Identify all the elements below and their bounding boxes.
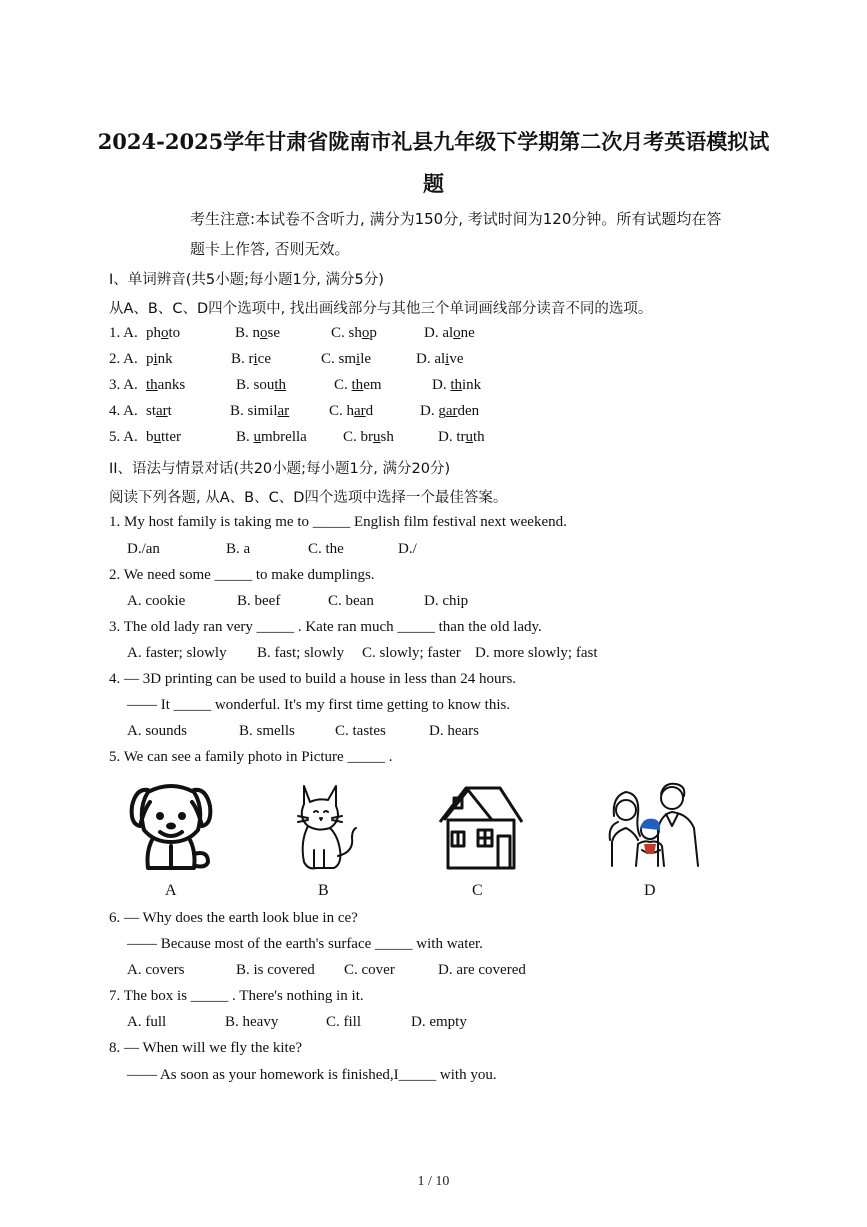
q4-option-b: B. smells — [239, 723, 295, 739]
q3-option-b: B. fast; slowly — [257, 645, 345, 661]
exam-title-line2: 题 — [423, 171, 444, 196]
underlined-segment: th — [450, 377, 463, 393]
q1-option-b: B. a — [226, 541, 251, 557]
q1-option-d: D./ — [398, 541, 417, 557]
page-number: 1 / 10 — [417, 1174, 450, 1189]
question-4-prompt: 4. — 3D printing can be used to build a house in less than 24 hours. — [109, 671, 517, 687]
section1-q5-option-a: butter — [146, 429, 181, 445]
question-2: 2. We need some _____ to make dumplings. — [109, 567, 375, 583]
section1-q5-option-b: B. umbrella — [236, 429, 307, 445]
section2-instruction: 阅读下列各题, 从A、B、C、D四个选项中选择一个最佳答案。 — [109, 490, 508, 506]
section1-question-number: 5. A. — [109, 429, 138, 445]
q3-option-d: D. more slowly; fast — [475, 645, 598, 661]
underlined-segment: u — [253, 429, 262, 445]
section1-question-number: 4. A. — [109, 403, 138, 419]
underlined-segment: ar — [445, 403, 458, 419]
section1-instruction: 从A、B、C、D四个选项中, 找出画线部分与其他三个单词画线部分读音不同的选项。 — [109, 301, 653, 317]
q6-option-a: A. covers — [127, 962, 185, 978]
question-3: 3. The old lady ran very _____ . Kate ran much _____ than the old lady. — [109, 619, 542, 635]
q4-option-d: D. hears — [429, 723, 479, 739]
section2-heading: II、语法与情景对话(共20小题;每小题1分, 满分20分) — [109, 461, 451, 477]
section1-q3-option-a: thanks — [146, 377, 186, 393]
underlined-segment: th — [351, 377, 364, 393]
q4-option-c: C. tastes — [335, 723, 386, 739]
underlined-segment: ar — [277, 403, 290, 419]
underlined-segment: i — [356, 351, 361, 367]
section1-question-number: 1. A. — [109, 325, 138, 341]
q6-option-b: B. is covered — [236, 962, 315, 978]
kitten-picture — [294, 780, 358, 872]
q1-option-c: C. the — [308, 541, 344, 557]
underlined-segment: ar — [354, 403, 366, 419]
underlined-segment: i — [153, 351, 158, 367]
q7-option-c: C. fill — [326, 1014, 362, 1030]
section1-q1-option-b: B. nose — [235, 325, 281, 341]
section1-q5-option-d: D. truth — [438, 429, 485, 445]
q7-option-d: D. empty — [411, 1014, 467, 1030]
q2-option-c: C. bean — [328, 593, 374, 609]
q6-option-c: C. cover — [344, 962, 395, 978]
question-4-reply: —— It _____ wonderful. It's my first time getting to know this. — [127, 697, 511, 713]
section1-q5-option-c: C. brush — [343, 429, 394, 445]
underlined-segment: o — [361, 325, 370, 341]
q6-option-d: D. are covered — [438, 962, 526, 978]
section1-q4-option-d: D. garden — [420, 403, 480, 419]
question-8-prompt: 8. — When will we fly the kite? — [109, 1040, 303, 1056]
q3-option-c: C. slowly; faster — [362, 645, 461, 661]
q1-option-a: D./an — [127, 541, 160, 557]
exam-title-line1: 2024-2025学年甘肃省陇南市礼县九年级下学期第二次月考英语模拟试 — [97, 129, 770, 154]
section1-q4-option-c: C. hard — [329, 403, 374, 419]
question-1: 1. My host family is taking me to _____ English film festival next weekend. — [109, 514, 567, 530]
picture-label-b: B — [318, 882, 329, 899]
question-7: 7. The box is _____ . There's nothing in it. — [109, 988, 364, 1004]
section1-q2-option-b: B. rice — [231, 351, 271, 367]
section1-q3-option-b: B. south — [236, 377, 287, 393]
house-picture — [438, 780, 524, 872]
underlined-segment: ar — [156, 403, 168, 419]
question-5: 5. We can see a family photo in Picture _____ . — [109, 749, 393, 765]
notice-line1: 考生注意:本试卷不含听力, 满分为150分, 考试时间为120分钟。所有试题均在答 — [190, 210, 722, 228]
underlined-segment: th — [146, 377, 158, 393]
section1-q3-option-d: D. think — [432, 377, 482, 393]
section1-q4-option-b: B. similar — [230, 403, 290, 419]
underlined-segment: u — [373, 429, 381, 445]
q4-option-a: A. sounds — [127, 723, 188, 739]
notice-line2: 题卡上作答, 否则无效。 — [190, 240, 350, 258]
q7-option-b: B. heavy — [225, 1014, 279, 1030]
underlined-segment: u — [465, 429, 473, 445]
section1-q3-option-c: C. them — [334, 377, 382, 393]
q2-option-a: A. cookie — [127, 593, 186, 609]
q7-option-a: A. full — [127, 1014, 167, 1030]
underlined-segment: o — [260, 325, 268, 341]
underlined-segment: th — [274, 377, 287, 393]
section1-q2-option-c: C. smile — [321, 351, 372, 367]
underlined-segment: o — [453, 325, 461, 341]
question-6-prompt: 6. — Why does the earth look blue in ce? — [109, 910, 358, 926]
family-picture — [604, 780, 704, 872]
picture-label-d: D — [644, 882, 656, 899]
puppy-picture — [128, 780, 214, 872]
section1-q1-option-a: photo — [146, 325, 181, 341]
section1-q2-option-a: pink — [146, 351, 173, 367]
underlined-segment: o — [161, 325, 169, 341]
section1-question-number: 2. A. — [109, 351, 138, 367]
section1-q2-option-d: D. alive — [416, 351, 464, 367]
section1-heading: I、单词辨音(共5小题;每小题1分, 满分5分) — [109, 272, 384, 288]
q2-option-d: D. chip — [424, 593, 469, 609]
section1-q4-option-a: start — [146, 403, 172, 419]
q3-option-a: A. faster; slowly — [127, 645, 227, 661]
section1-q1-option-c: C. shop — [331, 325, 377, 341]
section1-question-number: 3. A. — [109, 377, 138, 393]
section1-q1-option-d: D. alone — [424, 325, 475, 341]
underlined-segment: i — [445, 351, 450, 367]
picture-label-c: C — [472, 882, 483, 899]
underlined-segment: u — [153, 429, 161, 445]
q2-option-b: B. beef — [237, 593, 281, 609]
picture-label-a: A — [165, 882, 177, 899]
underlined-segment: i — [253, 351, 258, 367]
question-6-reply: —— Because most of the earth's surface _____ with water. — [127, 936, 483, 952]
question-8-reply: —— As soon as your homework is finished,I_____ with you. — [127, 1067, 497, 1083]
